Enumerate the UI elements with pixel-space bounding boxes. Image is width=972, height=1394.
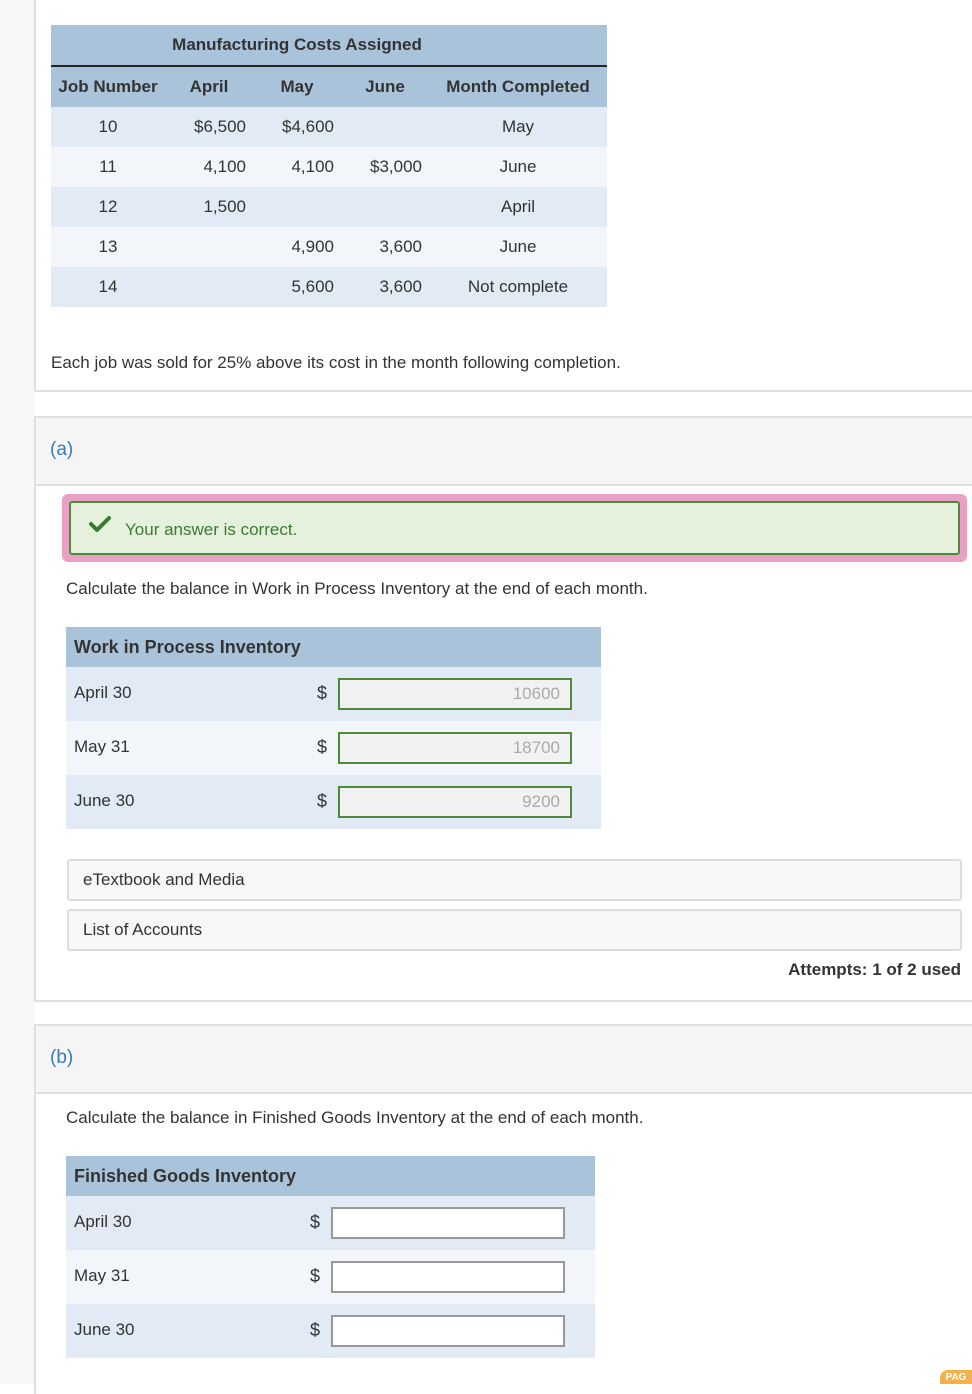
currency-symbol: $ <box>310 1212 321 1232</box>
month-completed: June <box>429 227 607 267</box>
finished-goods-inventory-table <box>66 1156 595 1358</box>
april-cost: 4,100 <box>165 147 253 187</box>
part-b-prompt: Calculate the balance in Finished Goods Inventory at the end of each month. <box>66 1108 644 1127</box>
may-cost <box>253 187 341 227</box>
currency-symbol: $ <box>317 683 328 703</box>
june-cost <box>341 107 429 147</box>
fg-row-june <box>66 1304 595 1358</box>
job-number: 12 <box>51 187 165 227</box>
checkmark-icon <box>89 515 111 533</box>
may-cost: 4,100 <box>253 147 341 187</box>
feedback-text: Your answer is correct. <box>125 520 298 539</box>
wip-june-input[interactable]: 9200 <box>338 786 572 818</box>
wip-row-may <box>66 721 601 775</box>
may-cost: 4,900 <box>253 227 341 267</box>
may-cost: $4,600 <box>253 107 341 147</box>
wip-april-input[interactable]: 10600 <box>338 678 572 710</box>
list-of-accounts-link[interactable]: List of Accounts <box>67 909 962 951</box>
table-row <box>51 147 607 187</box>
month-completed: April <box>429 187 607 227</box>
month-completed: June <box>429 147 607 187</box>
fg-april-input[interactable] <box>331 1207 565 1239</box>
april-cost <box>165 227 253 267</box>
wip-inventory-title: Work in Process Inventory <box>66 627 601 667</box>
june-cost: 3,600 <box>341 227 429 267</box>
part-b-label: (b) <box>50 1047 74 1068</box>
finished-goods-title: Finished Goods Inventory <box>66 1156 595 1196</box>
problem-note: Each job was sold for 25% above its cost in the month following completion. <box>51 353 621 372</box>
month-completed: May <box>429 107 607 147</box>
june-cost <box>341 187 429 227</box>
fg-row-may <box>66 1250 595 1304</box>
table-row <box>51 187 607 227</box>
header-june: June <box>341 66 429 107</box>
table-caption: Manufacturing Costs Assigned <box>165 25 429 66</box>
april-cost: $6,500 <box>165 107 253 147</box>
header-april: April <box>165 66 253 107</box>
part-a-header <box>36 418 972 486</box>
correct-feedback-banner <box>69 501 960 555</box>
currency-symbol: $ <box>317 737 328 757</box>
wip-row-april <box>66 667 601 721</box>
header-month-completed: Month Completed <box>429 66 607 107</box>
table-row <box>51 267 607 307</box>
fg-may-input[interactable] <box>331 1261 565 1293</box>
fg-row-april <box>66 1196 595 1250</box>
row-label: June 30 <box>74 1320 135 1339</box>
part-a-label: (a) <box>50 439 74 460</box>
job-number: 10 <box>51 107 165 147</box>
etextbook-media-link[interactable]: eTextbook and Media <box>67 859 962 901</box>
row-label: April 30 <box>74 1212 132 1231</box>
currency-symbol: $ <box>310 1320 321 1340</box>
wip-inventory-table <box>66 627 601 829</box>
month-completed: Not complete <box>429 267 607 307</box>
page-corner-tag[interactable]: PAG <box>940 1370 972 1384</box>
row-label: May 31 <box>74 737 130 756</box>
april-cost <box>165 267 253 307</box>
job-number: 11 <box>51 147 165 187</box>
table-row <box>51 107 607 147</box>
header-job-number: Job Number <box>51 66 165 107</box>
row-label: May 31 <box>74 1266 130 1285</box>
attempts-counter: Attempts: 1 of 2 used <box>788 960 961 979</box>
feedback-highlight <box>62 494 967 562</box>
currency-symbol: $ <box>310 1266 321 1286</box>
april-cost: 1,500 <box>165 187 253 227</box>
left-gutter <box>0 0 34 1384</box>
table-row <box>51 227 607 267</box>
header-may: May <box>253 66 341 107</box>
job-number: 14 <box>51 267 165 307</box>
wip-row-june <box>66 775 601 829</box>
currency-symbol: $ <box>317 791 328 811</box>
fg-june-input[interactable] <box>331 1315 565 1347</box>
job-number: 13 <box>51 227 165 267</box>
june-cost: 3,600 <box>341 267 429 307</box>
part-b-header <box>36 1026 972 1094</box>
may-cost: 5,600 <box>253 267 341 307</box>
row-label: April 30 <box>74 683 132 702</box>
row-label: June 30 <box>74 791 135 810</box>
wip-may-input[interactable]: 18700 <box>338 732 572 764</box>
manufacturing-costs-table <box>51 25 607 307</box>
part-a-prompt: Calculate the balance in Work in Process Inventory at the end of each month. <box>66 579 648 598</box>
june-cost: $3,000 <box>341 147 429 187</box>
